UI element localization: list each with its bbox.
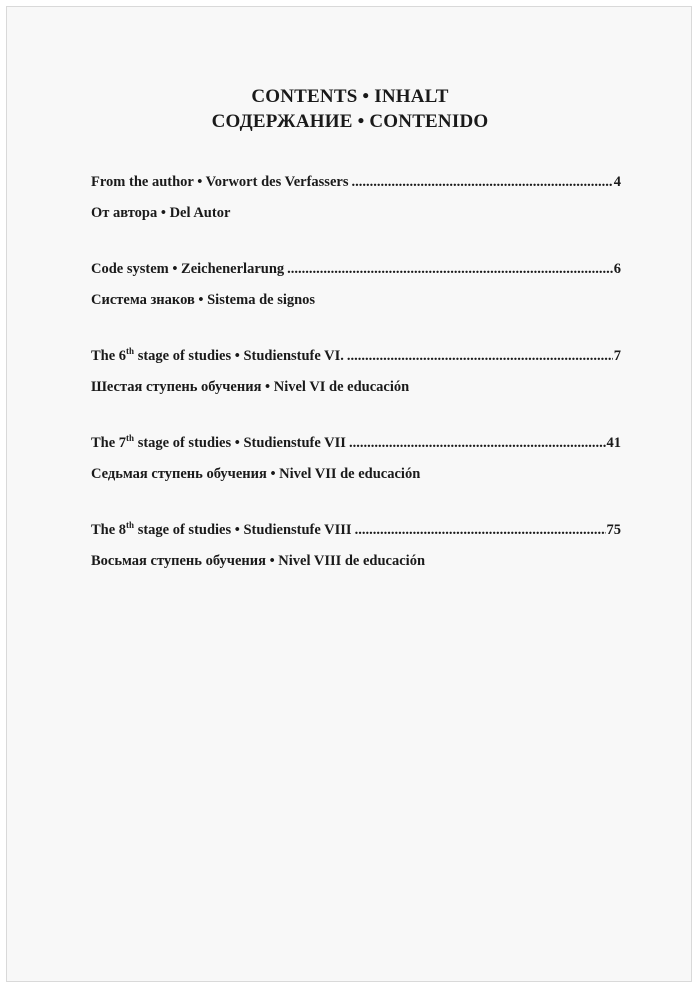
toc-page-number: 41: [606, 435, 621, 451]
toc-entry-line: [91, 344, 621, 368]
dot-leader: [355, 518, 606, 542]
toc-entry-subtitle: Седьмая ступень обучения • Nivel VII de educación: [91, 466, 421, 482]
toc-page-number: 6: [613, 261, 621, 277]
toc-entry-stage-6[interactable]: [91, 344, 621, 431]
toc-entry-title: From the author • Vorwort des Verfassers: [91, 174, 349, 190]
toc-page-number: 7: [613, 348, 621, 364]
toc-entry-subtitle: Восьмая ступень обучения • Nivel VIII de educación: [91, 553, 426, 569]
toc-page-number: 75: [606, 522, 621, 538]
toc-entry-from-author[interactable]: [91, 170, 621, 257]
ordinal-suffix: th: [126, 346, 135, 356]
table-of-contents: [91, 170, 621, 605]
ordinal-suffix: th: [126, 520, 135, 530]
header-title-line2: СОДЕРЖАНИЕ • CONTENIDO: [211, 111, 489, 132]
toc-entry-stage-8[interactable]: [91, 518, 621, 605]
toc-entry-line: [91, 170, 621, 194]
ordinal-suffix: th: [126, 433, 135, 443]
toc-entry-line: [91, 518, 621, 542]
toc-entry-title: Code system • Zeichenerlarung: [91, 261, 285, 277]
dot-leader: [349, 431, 606, 455]
toc-entry-stage-7[interactable]: [91, 431, 621, 518]
toc-entry-title: The 7th stage of studies • Studienstufe VII: [91, 433, 346, 451]
toc-entry-line: [91, 431, 621, 455]
toc-entry-subtitle: Шестая ступень обучения • Nivel VI de educación: [91, 379, 410, 395]
dot-leader: [351, 170, 612, 194]
header-title-line1: CONTENTS • INHALT: [251, 86, 449, 107]
toc-entry-subtitle: Система знаков • Sistema de signos: [91, 292, 316, 308]
toc-entry-title: The 6th stage of studies • Studienstufe VI.: [91, 346, 344, 364]
toc-entry-code-system[interactable]: [91, 257, 621, 344]
toc-entry-title: The 8th stage of studies • Studienstufe VIII: [91, 520, 352, 538]
dot-leader: [287, 257, 613, 281]
toc-entry-line: [91, 257, 621, 281]
toc-entry-subtitle: От автора • Del Autor: [91, 205, 231, 221]
dot-leader: [347, 344, 613, 368]
toc-page-number: 4: [613, 174, 621, 190]
contents-header: [0, 84, 700, 134]
